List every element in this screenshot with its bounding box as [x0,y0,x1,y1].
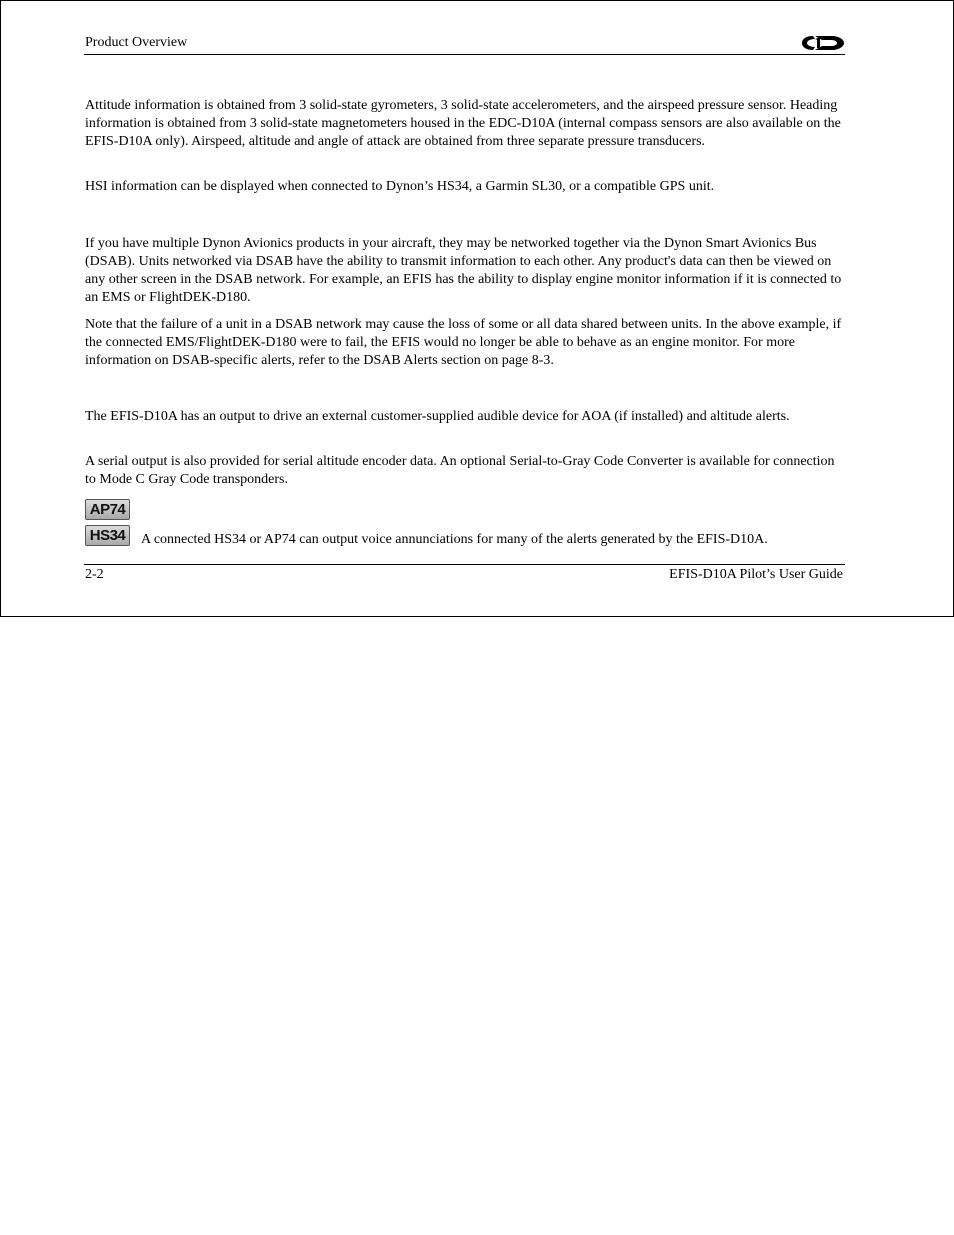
paragraph-serial-output: A serial output is also provided for serial altitude encoder data. An optional Serial-to-Gray Code Converter is available for connection to Mode C Gray Code transponders. [85,454,835,487]
ap74-badge: AP74 [85,499,130,520]
section-title: Product Overview [85,35,188,50]
paragraph-dsab-failure: Note that the failure of a unit in a DSAB network may cause the loss of some or all data shared between units. In the above example, if the connected EMS/FlightDEK-D180 were to fail, the EFIS would no longer be able to behave as an engine monitor. For more information on DSAB-specific alerts, refer to the DSAB Alerts section on page 8-3. [85,317,842,368]
guide-title: EFIS-D10A Pilot’s User Guide [669,567,843,582]
page-footer [84,564,845,587]
paragraph-dsab: If you have multiple Dynon Avionics products in your aircraft, they may be networked together via the Dynon Smart Avionics Bus (DSAB). Units networked via DSAB have the ability to transmit information to each other. Any product's data can then be viewed on any other screen in the DSAB network. For example, an EFIS has the ability to display engine monitor information if it is connected to an EMS or FlightDEK-D180. [85,236,842,305]
page-number: 2-2 [85,567,104,582]
paragraph-attitude: Attitude information is obtained from 3 solid-state gyrometers, 3 solid-state accelerometers, and the airspeed pressure sensor. Heading information is obtained from 3 solid-state magnetometers housed in the EDC-D10A (internal compass sensors are also available on the EFIS-D10A only). Airspeed, altitude and angle of attack are obtained from three separate pressure transducers. [85,98,841,149]
page-header [84,34,845,55]
document-page [0,0,954,617]
dynon-logo-icon [801,34,845,52]
paragraph-hsi: HSI information can be displayed when connected to Dynon’s HS34, a Garmin SL30, or a compatible GPS unit. [85,179,715,194]
paragraph-audio-output: The EFIS-D10A has an output to drive an external customer-supplied audible device for AOA (if installed) and altitude alerts. [85,409,790,424]
voice-annunciation-note: A connected HS34 or AP74 can output voice annunciations for many of the alerts generated by the EFIS-D10A. [141,532,768,547]
hs34-badge: HS34 [85,525,130,546]
